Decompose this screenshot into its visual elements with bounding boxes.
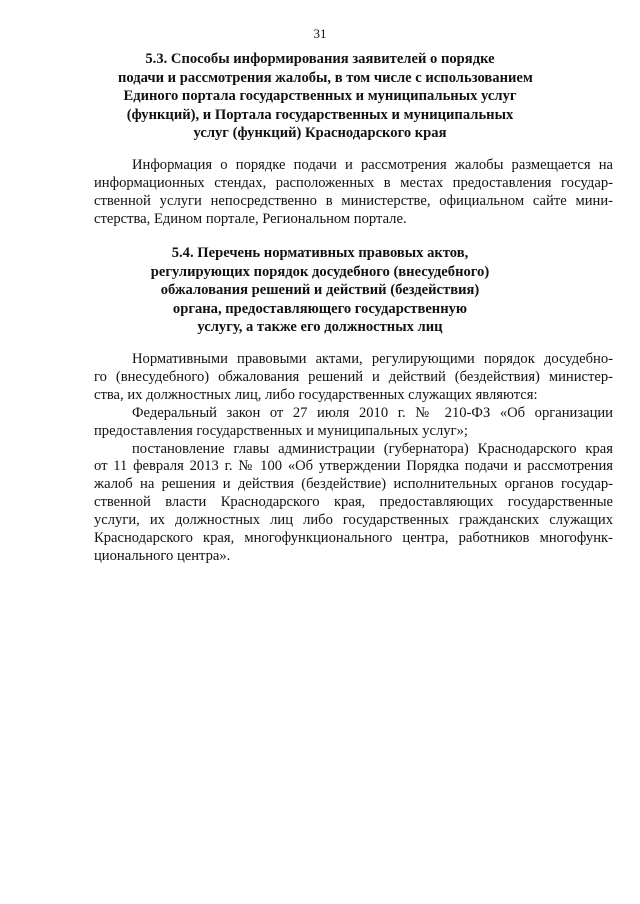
paragraph-line: услуги, их должностных лиц либо государственных гражданских служащих	[94, 512, 613, 529]
heading-line: (функций), и Портала государственных и муниципальных	[126, 106, 514, 123]
section-5-3-heading	[118, 50, 533, 143]
paragraph-line: ства, их должностных лиц, либо государственных служащих являются:	[94, 386, 538, 403]
paragraph-normative-acts	[94, 351, 613, 405]
section-5-4-heading	[118, 244, 522, 337]
paragraph-line: ственной власти Краснодарского края, предоставляющих государственные	[94, 494, 613, 511]
paragraph-line: ственной услуги непосредственно в министерстве, официальном сайте мини-	[94, 192, 613, 209]
paragraph-resolution	[94, 441, 613, 566]
heading-line: Единого портала государственных и муниципальных услуг	[123, 88, 517, 105]
heading-line: обжалования решений и действий (бездействия)	[160, 282, 480, 299]
heading-line: 5.4. Перечень нормативных правовых актов,	[171, 245, 469, 261]
page-number: 31	[313, 26, 327, 41]
paragraph-line: предоставления государственных и муниципальных услуг»;	[94, 422, 468, 439]
heading-line: услуг (функций) Краснодарского края	[193, 125, 447, 142]
section-5-4-body	[94, 351, 613, 566]
paragraph-line: го (внесудебного) обжалования решений и действий (бездействия) министер-	[94, 368, 613, 385]
section-5-3-paragraph	[94, 157, 613, 229]
paragraph-line: информационных стендах, расположенных в местах предоставления государ-	[94, 174, 613, 191]
paragraph-line: постановление главы администрации (губернатора) Краснодарского края	[132, 440, 613, 457]
heading-line: органа, предоставляющего государственную	[172, 300, 468, 317]
paragraph-line: жалоб на решения и действия (бездействие) исполнительных органов государ-	[94, 476, 613, 493]
paragraph-line: Федеральный закон от 27 июля 2010 г. № 210-ФЗ «Об организации	[132, 404, 613, 421]
paragraph-line: Нормативными правовыми актами, регулирующими порядок досудебно-	[132, 351, 613, 367]
heading-line: регулирующих порядок досудебного (внесудебного)	[150, 263, 490, 280]
paragraph-line: Информация о порядке подачи и рассмотрения жалобы размещается на	[132, 157, 613, 173]
heading-line: услугу, а также его должностных лиц	[197, 319, 443, 336]
paragraph-line: ционального центра».	[94, 547, 231, 564]
paragraph-line: от 11 февраля 2013 г. № 100 «Об утверждении Порядка подачи и рассмотрения	[94, 458, 613, 475]
paragraph-federal-law	[94, 405, 613, 441]
heading-line: подачи и рассмотрения жалобы, в том числе с использованием	[118, 69, 533, 86]
heading-line: 5.3. Способы информирования заявителей о порядке	[145, 51, 495, 67]
paragraph-line: стерства, Едином портале, Региональном портале.	[94, 210, 407, 227]
paragraph-line: Краснодарского края, многофункционального центра, работников многофунк-	[94, 530, 613, 547]
